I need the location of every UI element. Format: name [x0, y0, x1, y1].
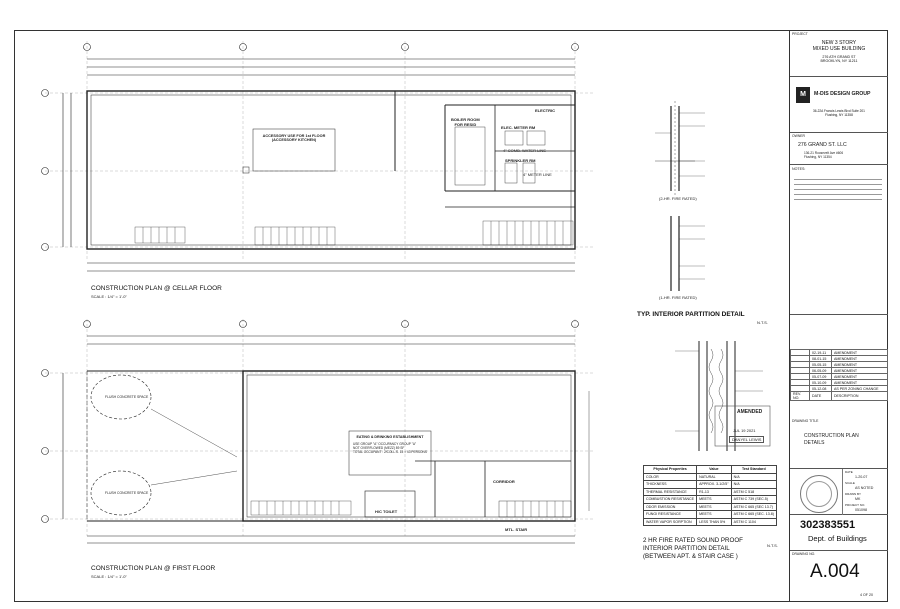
cellar-water-line-label: 4" COMB. WATER LINE	[503, 148, 546, 153]
rev-description: AMENDMENT	[831, 374, 887, 380]
cell: THICKNESS	[644, 481, 697, 489]
drawing-number-cell	[790, 551, 888, 601]
drawing-no-label: DRAWING NO.	[792, 552, 816, 556]
properties-header: Physical Properties	[644, 466, 697, 474]
project-name: NEW 3 STORY MIXED USE BUILDING	[812, 40, 866, 52]
properties-header: Value	[697, 466, 731, 474]
rev-description: AS PER ZONING CHANGE	[831, 386, 887, 392]
sound-partition-scale: N.T.S.	[767, 543, 778, 548]
notes-cell	[790, 165, 888, 315]
cellar-plan-scale: SCALE : 1/4" = 1'-0"	[91, 294, 127, 299]
owner-name: 276 GRAND ST. LLC	[798, 142, 847, 148]
firm-name: M-DIS DESIGN GROUP	[814, 91, 871, 97]
scale-label: SCALE	[845, 481, 855, 485]
title-block	[789, 31, 888, 601]
front-planting-label-1: FLUSH CONCRETE SPACE	[105, 395, 149, 399]
sheet-frame	[14, 30, 888, 602]
cellar-electric-label: ELECTRIC	[535, 108, 555, 113]
seal-cell	[790, 469, 888, 515]
amended-stamp-label: AMENDED	[737, 409, 763, 415]
cell: ASTM C 518	[731, 488, 776, 496]
rev-header-row	[791, 392, 888, 401]
first-floor-plan-scale: SCALE : 1/4" = 1'-0"	[91, 574, 127, 579]
cell: N/A	[731, 473, 776, 481]
project-no-value: 051098	[855, 508, 867, 512]
cell: N/A	[731, 481, 776, 489]
cell: ODOR EMISSION	[644, 503, 697, 511]
rev-description: AMENDMENT	[831, 350, 887, 356]
cellar-boiler-label: BOILER ROOM FOR RESID	[451, 117, 480, 127]
properties-header: Test Standard	[731, 466, 776, 474]
date-value: 1-20-07	[855, 475, 868, 479]
firm-address: 36-22A Francis Lewis Blvd Suite 201 Flushing, NY 11358	[813, 109, 865, 117]
revisions-table	[790, 349, 888, 401]
project-address: 276 ATH GRAND ST BROOKLYN, NY 11211	[820, 55, 858, 64]
rev-description: AMENDMENT	[831, 368, 887, 374]
sheet-count: 4 OF 20	[860, 593, 873, 597]
table-row	[644, 511, 777, 519]
cell: ASTM C 665 (SEC 13.7)	[731, 503, 776, 511]
cellar-sprinkler-label: SPRINKLER RM	[505, 158, 536, 163]
stamp-date: JUL 19 2021	[733, 428, 756, 433]
table-row	[644, 473, 777, 481]
rev-header: DESCRIPTION	[831, 392, 887, 401]
cell: WATER VAPOR SORPTION	[644, 518, 697, 526]
cell: NATURAL	[697, 473, 731, 481]
rev-description: AMENDMENT	[831, 380, 887, 386]
cell: MEETS	[697, 496, 731, 504]
partition-detail-title: TYP. INTERIOR PARTITION DETAIL	[637, 311, 745, 318]
stair-label: MTL. STAIR	[505, 527, 528, 532]
eating-establishment-note: USE GROUP "A" OCCUPANCY GROUP "A" NOT OVERFLOWED (MEZZ) 89 SF TOTAL OCCUPANT : 2/COLL.S. 15 = 43 PERSONS	[353, 442, 427, 455]
dob-label: Dept. of Buildings	[808, 534, 867, 543]
table-row	[644, 518, 777, 526]
owner-address: 136-21 Roosevelt Ave #606 Flushing, NY 11354	[804, 151, 844, 159]
rev-date: 05-07-09	[810, 374, 832, 380]
rev-date: 05-10-09	[810, 380, 832, 386]
date-label: DATE	[845, 470, 853, 474]
cell: ASTM C 739 (SEC.5)	[731, 496, 776, 504]
drawn-by-value: MK	[855, 497, 861, 501]
properties-header-row	[644, 466, 777, 474]
cell: MEETS	[697, 503, 731, 511]
two-hour-label: (2-HR. FIRE RATED)	[659, 196, 697, 201]
toilet-label: H/C TOILET	[375, 509, 398, 514]
eating-establishment-label: EATING & DRINKING ESTABLISHMENT	[356, 435, 424, 439]
table-row	[644, 488, 777, 496]
owner-cell	[790, 133, 888, 165]
rev-description: AMENDMENT	[831, 356, 887, 362]
cell: ASTM C 1104	[731, 518, 776, 526]
dob-cell	[790, 515, 888, 551]
drawing-title-label: DRAWING TITLE	[792, 419, 819, 423]
rev-date: 06-05-09	[810, 368, 832, 374]
table-row	[644, 496, 777, 504]
cell: LESS THAN 5%	[697, 518, 731, 526]
project-label: PROJECT	[792, 32, 808, 36]
rev-header: DATE	[810, 392, 832, 401]
project-cell	[790, 31, 888, 77]
rev-header: REV. NO.	[791, 392, 810, 401]
table-row	[644, 481, 777, 489]
insulation-properties-table	[643, 465, 777, 526]
corridor-label: CORRIDOR	[493, 479, 515, 484]
notes-label: NOTES:	[792, 167, 806, 171]
one-hour-label: (1-HR. FIRE RATED)	[659, 295, 697, 300]
revisions-cell	[790, 315, 888, 401]
drawn-by-label: DRAWN BY	[845, 492, 862, 496]
cellar-meter-line-label: 4" METER LINE	[523, 172, 552, 177]
rev-date: 08-01-15	[810, 356, 832, 362]
cell: APPROX. 3-1/2/5"	[697, 481, 731, 489]
drawing-number: A.004	[810, 561, 860, 582]
rev-description: AMENDMENT	[831, 362, 887, 368]
sound-partition-title: 2 HR FIRE RATED SOUND PROOF INTERIOR PARTITION DETAIL (BETWEEN APT. & STAIR CASE )	[643, 537, 743, 560]
rev-date: 02-19-11	[810, 350, 832, 356]
cell: FUNGI RESISTANCE	[644, 511, 697, 519]
first-floor-plan-lines	[42, 319, 596, 543]
rev-date: 05-05-15	[810, 362, 832, 368]
partition-detail-scale: N.T.S.	[757, 320, 768, 325]
cell: COMBUSTION RESISTANCE	[644, 496, 697, 504]
notes-lines	[794, 175, 882, 200]
cellar-plan-title: CONSTRUCTION PLAN @ CELLAR FLOOR	[91, 285, 222, 292]
firm-cell	[790, 77, 888, 133]
owner-label: OWNER	[792, 134, 805, 138]
scale-value: AS NOTED	[855, 486, 874, 490]
partition-details-lines	[655, 101, 770, 451]
cell: COLOR	[644, 473, 697, 481]
dob-number: 302383551	[800, 519, 856, 531]
cell: MEETS	[697, 511, 731, 519]
cell: R1-13	[697, 488, 731, 496]
cellar-plan-lines	[42, 41, 596, 271]
table-row	[644, 503, 777, 511]
professional-seal-icon	[800, 475, 838, 513]
cellar-meter-label: ELEC. METER RM	[501, 125, 536, 130]
drawing-title-cell	[790, 401, 888, 469]
plans-area	[15, 31, 785, 601]
cell: THERMAL RESISTANCE	[644, 488, 697, 496]
firm-logo-icon: M	[796, 87, 810, 103]
first-floor-plan-title: CONSTRUCTION PLAN @ FIRST FLOOR	[91, 565, 216, 572]
stamp-name: DANYEL LEWIS	[729, 436, 764, 443]
cell: ASTM C 665 (SEC. 13.8)	[731, 511, 776, 519]
cellar-accessory-label: ACCESSORY USE FOR 1st FLOOR (ACCESSORY KITCHEN)	[262, 134, 326, 142]
rev-date: 05-12-08	[810, 386, 832, 392]
drawing-title: CONSTRUCTION PLAN DETAILS	[804, 433, 859, 446]
project-no-label: PROJECT NO.	[845, 503, 866, 507]
front-planting-label-2: FLUSH CONCRETE SPACE	[105, 491, 149, 495]
